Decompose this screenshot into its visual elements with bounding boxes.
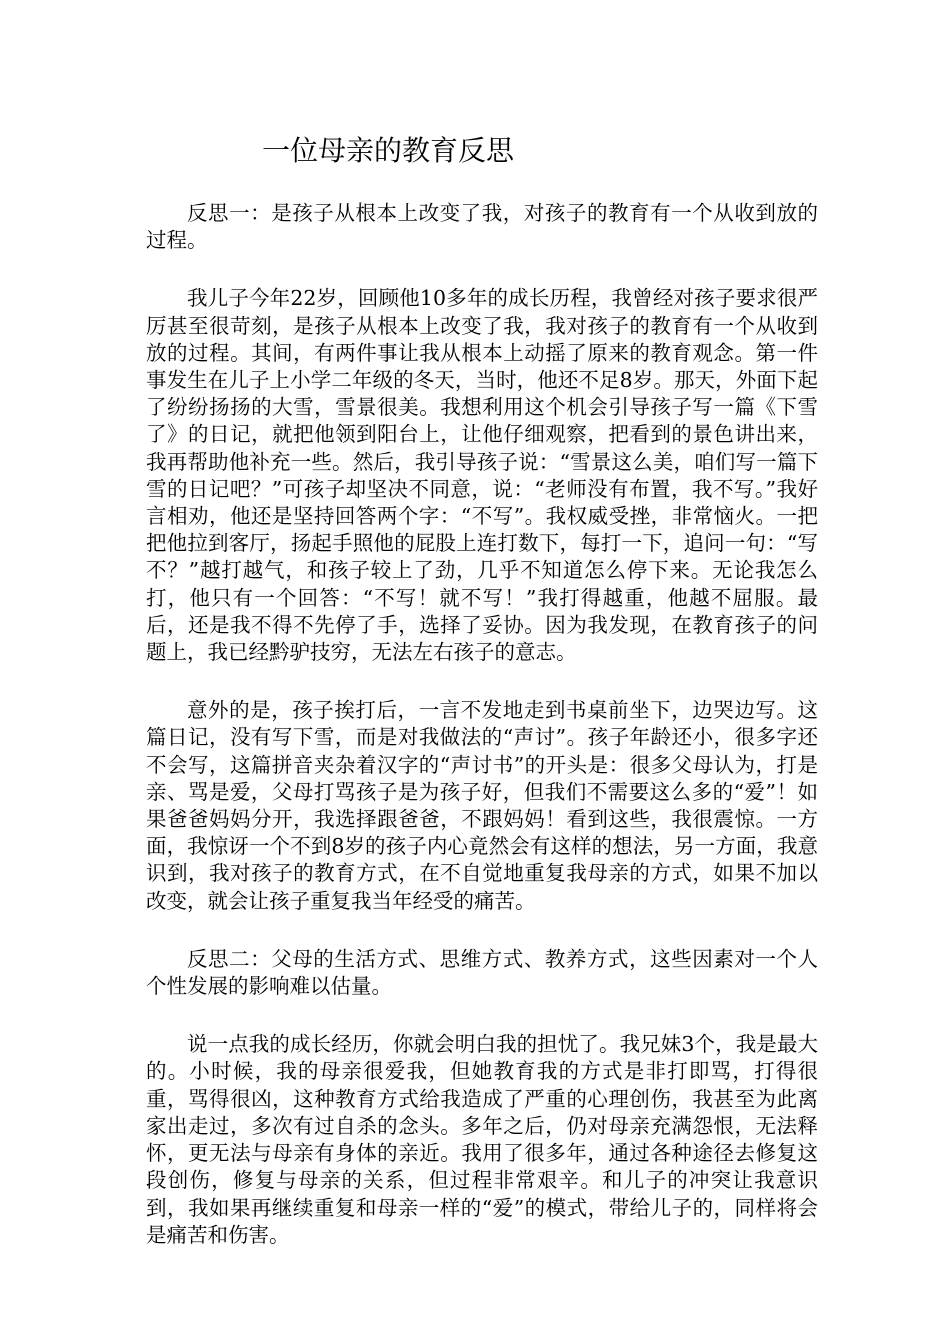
paragraph-author-childhood: 说一点我的成长经历，你就会明白我的担忧了。我兄妹3个，我是最大的。小时候，我的母亲很爱我，但她教育我的方式是非打即骂，打得很重，骂得很凶，这种教育方式给我造成了严重的心理创伤，我甚至为此离家出走过，多次有过自杀的念头。多年之后，仍对母亲充满怨恨，无法释怀，更无法与母亲有身体的亲近。我用了很多年，通过各种途径去修复这段创伤，修复与母亲的关系，但过程非常艰辛。和儿子的冲突让我意识到，我如果再继续重复和母亲一样的“爱”的模式，带给儿子的，同样将会是痛苦和伤害。 <box>146 1032 818 1247</box>
paragraph-child-diary-protest: 意外的是，孩子挨打后，一言不发地走到书桌前坐下，边哭边写。这篇日记，没有写下雪，而是对我做法的“声讨”。孩子年龄还小，很多字还不会写，这篇拼音夹杂着汉字的“声讨书”的开头是：很多父母认为，打是亲、骂是爱，父母打骂孩子是为孩子好，但我们不需要这么多的“爱”！如果爸爸妈妈分开，我选择跟爸爸，不跟妈妈！看到这些，我很震惊。一方面，我惊讶一个不到8岁的孩子内心竟然会有这样的想法，另一方面，我意识到，我对孩子的教育方式，在不自觉地重复我母亲的方式，如果不加以改变，就会让孩子重复我当年经受的痛苦。 <box>146 698 818 913</box>
document-title: 一位母亲的教育反思 <box>262 134 515 167</box>
paragraph-reflection-two-heading: 反思二：父母的生活方式、思维方式、教养方式，这些因素对一个人个性发展的影响难以估量。 <box>146 946 818 999</box>
paragraph-reflection-one-heading: 反思一：是孩子从根本上改变了我，对孩子的教育有一个从收到放的过程。 <box>146 201 818 253</box>
document-body <box>146 200 818 1280</box>
paragraph-snow-diary-story: 我儿子今年22岁，回顾他10多年的成长历程，我曾经对孩子要求很严厉甚至很苛刻，是孩子从根本上改变了我，我对孩子的教育有一个从收到放的过程。其间，有两件事让我从根本上动摇了原来的教育观念。第一件事发生在儿子上小学二年级的冬天，当时，他还不足8岁。那天，外面下起了纷纷扬扬的大雪，雪景很美。我想利用这个机会引导孩子写一篇《下雪了》的日记，就把他领到阳台上，让他仔细观察，把看到的景色讲出来，我再帮助他补充一些。然后，我引导孩子说：“雪景这么美，咱们写一篇下雪的日记吧？”可孩子却坚决不同意，说：“老师没有布置，我不写。”我好言相劝，他还是坚持回答两个字：“不写”。我权威受挫，非常恼火。一把把他拉到客厅，扬起手照他的屁股上连打数下，每打一下，追问一句：“写不？”越打越气，和孩子较上了劲，几乎不知道怎么停下来。无论我怎么打，他只有一个回答：“不写！就不写！”我打得越重，他越不屈服。最后，还是我不得不先停了手，选择了妥协。因为我发现，在教育孩子的问题上，我已经黔驴技穷，无法左右孩子的意志。 <box>146 286 818 665</box>
